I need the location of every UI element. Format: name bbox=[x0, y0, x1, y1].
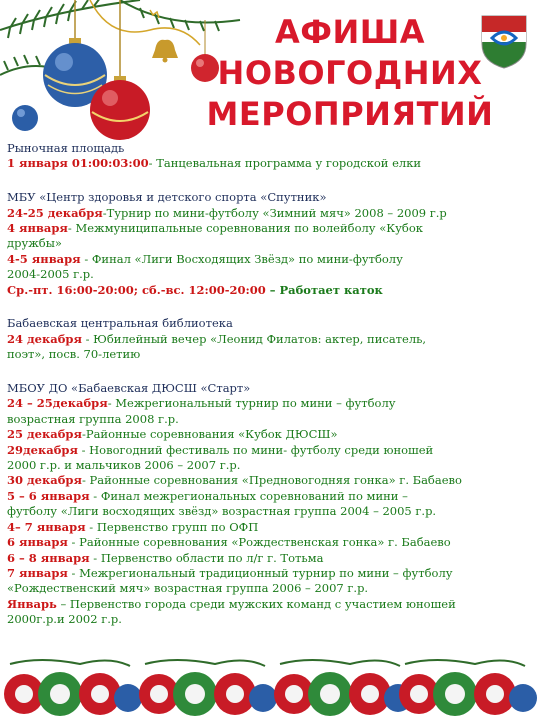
event-date: 4– 7 января bbox=[7, 519, 86, 534]
event-date: 6 января bbox=[7, 535, 68, 550]
event-item bbox=[7, 597, 533, 612]
title-line-2: НОВОГОДНИХ bbox=[217, 54, 483, 92]
coat-of-arms-icon bbox=[480, 14, 528, 70]
event-text: -Турнир по мини-футболу «Зимний мяч» 2008 – 2009 г.р bbox=[102, 205, 447, 220]
title-line-1: АФИША bbox=[274, 13, 426, 51]
event-date: 30 декабря bbox=[7, 473, 82, 488]
event-text: - Районные соревнования «Рождественская гонка» г. Бабаево bbox=[67, 535, 451, 550]
venue-title: МБУ «Центр здоровья и детского спорта «Спутник» bbox=[7, 190, 327, 205]
event-item bbox=[7, 473, 533, 488]
christmas-ball-icon bbox=[4, 660, 142, 716]
christmas-ball-icon bbox=[274, 660, 412, 716]
event-text-continued: «Рождественский мяч» возрастная группа 2006 – 2007 г.р. bbox=[7, 581, 369, 596]
christmas-ball-icon bbox=[399, 660, 537, 716]
event-item bbox=[7, 427, 533, 442]
event-text: – Работает каток bbox=[265, 282, 383, 297]
event-date: 24 – 25декабря bbox=[7, 396, 108, 411]
event-text: -Районные соревнования «Кубок ДЮСШ» bbox=[81, 427, 338, 442]
event-text: - Районные соревнования «Предновогодняя гонка» г. Бабаево bbox=[81, 473, 462, 488]
event-item bbox=[7, 535, 533, 550]
event-date: 4-5 января bbox=[7, 251, 81, 266]
event-text: - Межмуниципальные соревнования по волейболу «Кубок bbox=[67, 221, 423, 236]
event-date: 24-25 декабря bbox=[7, 205, 103, 220]
event-date: 4 января bbox=[7, 221, 68, 236]
event-text-continued: футболу «Лиги восходящих звёзд» возрастная группа 2004 – 2005 г.р. bbox=[7, 504, 437, 519]
section-library bbox=[7, 316, 533, 362]
event-date: Январь bbox=[7, 596, 57, 611]
event-date: 7 января bbox=[7, 565, 68, 580]
event-item bbox=[7, 156, 533, 171]
event-date: 24 декабря bbox=[7, 331, 82, 346]
event-item bbox=[7, 551, 533, 566]
event-item bbox=[7, 252, 533, 267]
event-text: – Первенство города среди мужских команд с участием юношей bbox=[56, 596, 456, 611]
event-date: 29декабря bbox=[7, 442, 78, 457]
title-line-3: МЕРОПРИЯТИЙ bbox=[206, 95, 494, 133]
event-text-continued: 2000г.р.и 2002 г.р. bbox=[7, 612, 122, 627]
event-date: 1 января 01:00:03:00 bbox=[7, 156, 149, 171]
christmas-ball-icon bbox=[139, 660, 277, 716]
event-text: - Первенство групп по ОФП bbox=[85, 519, 259, 534]
event-text: - Первенство области по л/г г. Тотьма bbox=[89, 550, 324, 565]
event-item bbox=[7, 520, 533, 535]
venue-title: Рыночная площадь bbox=[7, 141, 125, 155]
event-text: - Межрегиональный традиционный турнир по мини – футболу bbox=[67, 565, 453, 580]
venue-title: МБОУ ДО «Бабаевская ДЮСШ «Старт» bbox=[7, 381, 251, 396]
event-item bbox=[7, 283, 533, 298]
event-text-continued: 2000 г.р. и мальчиков 2006 – 2007 г.р. bbox=[7, 458, 241, 473]
event-text: - Юбилейный вечер «Леонид Филатов: актер, писатель, bbox=[81, 331, 427, 346]
christmas-ball-icon bbox=[12, 105, 38, 131]
christmas-balls-bottom-decor bbox=[0, 656, 540, 720]
section-sputnik bbox=[7, 190, 533, 298]
event-text-continued: поэт», посв. 70-летию bbox=[7, 347, 141, 362]
venue-title: Бабаевская центральная библиотека bbox=[7, 316, 233, 331]
event-date: 6 – 8 января bbox=[7, 550, 90, 565]
event-item bbox=[7, 489, 533, 504]
event-text: - Межрегиональный турнир по мини – футболу bbox=[107, 396, 396, 411]
event-text: - Финал межрегиональных соревнований по мини – bbox=[89, 488, 408, 503]
event-date: Ср.-пт. 16:00-20:00; сб.-вс. 12:00-20:00 bbox=[7, 282, 266, 297]
event-item bbox=[7, 221, 533, 236]
section-market bbox=[7, 141, 533, 172]
event-text-continued: 2004-2005 г.р. bbox=[7, 267, 94, 282]
event-item bbox=[7, 206, 533, 221]
event-text: - Финал «Лиги Восходящих Звёзд» по мини-футболу bbox=[80, 251, 403, 266]
event-text: - Новогодний фестиваль по мини- футболу среди юношей bbox=[77, 442, 434, 457]
event-item bbox=[7, 566, 533, 581]
event-item bbox=[7, 443, 533, 458]
event-date: 5 – 6 января bbox=[7, 488, 90, 503]
event-item bbox=[7, 332, 533, 347]
event-item bbox=[7, 396, 533, 411]
poster-title bbox=[205, 12, 495, 135]
event-text: - Танцевальная программа у городской елки bbox=[148, 156, 422, 171]
event-text-continued: возрастная группа 2008 г.р. bbox=[7, 411, 179, 426]
events-list bbox=[7, 141, 533, 631]
event-text-continued: дружбы» bbox=[7, 236, 62, 251]
section-dyussh bbox=[7, 381, 533, 628]
event-date: 25 декабря bbox=[7, 427, 82, 442]
